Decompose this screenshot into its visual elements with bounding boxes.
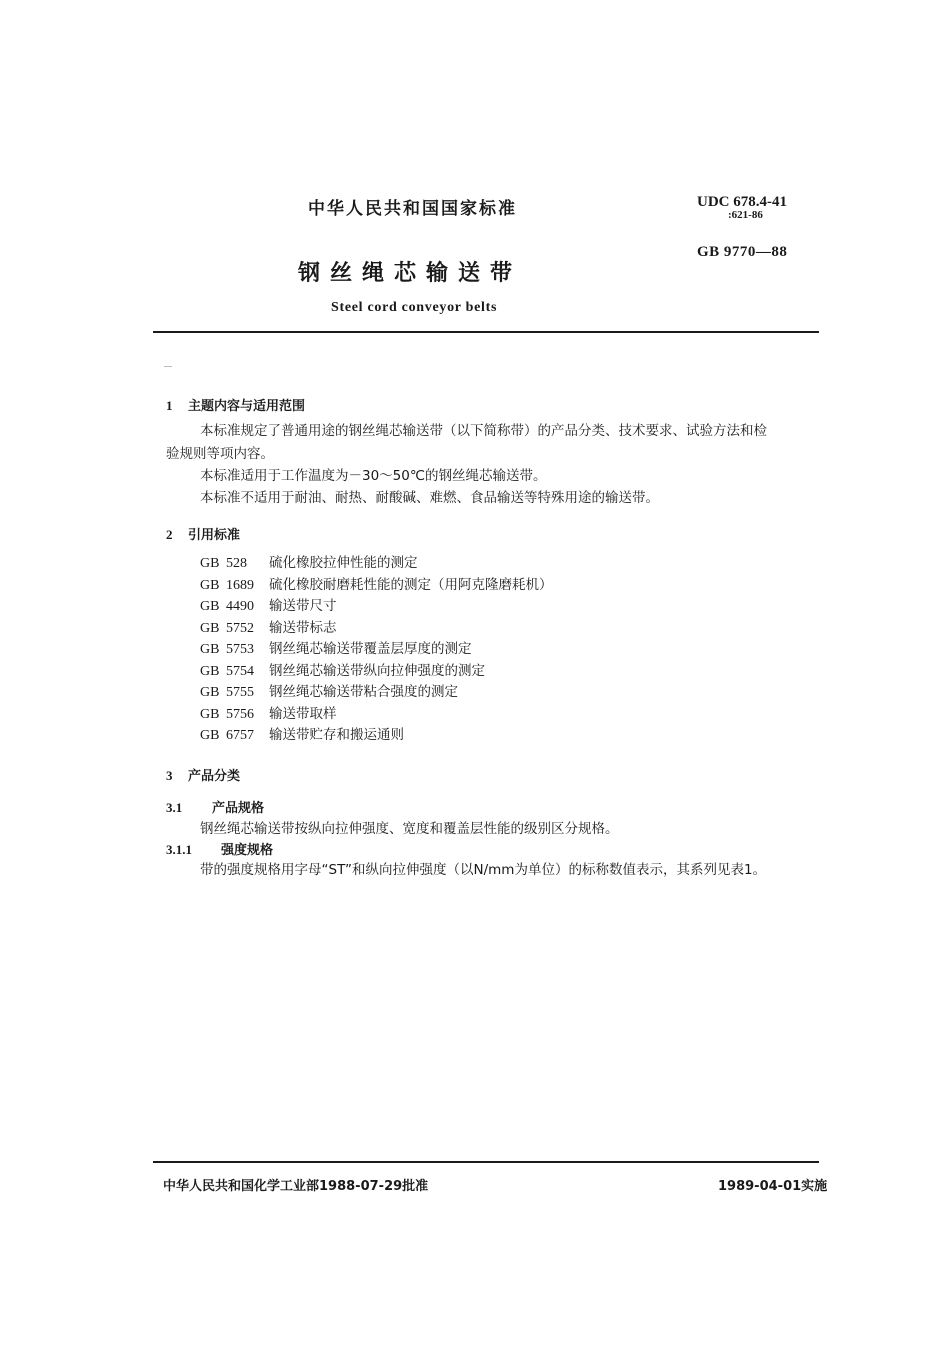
ref-prefix: GB: [200, 685, 220, 700]
referenced-standards-list: [200, 553, 553, 747]
section-2-number: 2: [166, 527, 173, 542]
effective-date: 1989-04-01实施: [718, 1179, 828, 1194]
ref-title: 输送带贮存和搬运通则: [269, 727, 404, 743]
list-item: [200, 725, 553, 747]
section-3-1-1-text: 带的强度规格用字母“ST”和纵向拉伸强度（以N/mm为单位）的标称数值表示，其系列见表1。: [200, 862, 767, 878]
ref-prefix: GB: [200, 706, 220, 722]
document-title-zh: 钢丝绳芯输送带: [298, 261, 523, 286]
ref-number: 5752: [226, 620, 254, 636]
ref-title: 硫化橡胶拉伸性能的测定: [269, 555, 418, 571]
ref-number: 5754: [226, 663, 254, 679]
section-1-para-3: 本标准不适用于耐油、耐热、耐酸碱、难燃、食品输送等特殊用途的输送带。: [200, 490, 659, 506]
section-3-1-1-title: 强度规格: [221, 843, 274, 858]
section-1-para-1-line-1: 本标准规定了普通用途的钢丝绳芯输送带（以下简称带）的产品分类、技术要求、试验方法和检: [200, 423, 767, 439]
section-1-heading: [166, 395, 305, 414]
document-title-en: Steel cord conveyor belts: [331, 300, 498, 315]
list-item: [200, 661, 553, 683]
ref-title: 硫化橡胶耐磨耗性能的测定（用阿克隆磨耗机）: [269, 576, 553, 593]
ref-prefix: GB: [200, 663, 220, 679]
approval-statement: 中华人民共和国化学工业部1988-07-29批准: [163, 1179, 429, 1194]
section-3-1-1-number: 3.1.1: [166, 842, 192, 857]
section-3-1-title: 产品规格: [212, 801, 265, 816]
ref-prefix: GB: [200, 728, 220, 743]
list-item: [200, 639, 553, 661]
ref-title: 钢丝绳芯输送带粘合强度的测定: [269, 684, 458, 700]
ref-title: 钢丝绳芯输送带纵向拉伸强度的测定: [269, 662, 485, 679]
ref-number: 5755: [226, 685, 254, 700]
ref-title: 钢丝绳芯输送带覆盖层厚度的测定: [269, 641, 472, 657]
udc-line-2: :621-86: [728, 209, 763, 221]
section-1-para-2: 本标准适用于工作温度为－30～50℃的钢丝绳芯输送带。: [200, 468, 547, 484]
udc-classification: [697, 196, 787, 222]
scan-mark: [164, 366, 172, 367]
ref-title: 输送带标志: [269, 619, 337, 636]
national-standard-label: 中华人民共和国国家标准: [308, 199, 517, 219]
list-item: [200, 682, 553, 704]
list-item: [200, 575, 553, 597]
ref-title: 输送带尺寸: [269, 598, 337, 614]
section-3-1-1-heading: [166, 839, 273, 858]
section-3-1-number: 3.1: [166, 800, 183, 815]
standard-number: GB 9770—88: [697, 244, 788, 260]
ref-number: 1689: [226, 577, 254, 593]
list-item: [200, 596, 553, 618]
ref-number: 5753: [226, 642, 254, 657]
section-3-heading: [166, 765, 240, 784]
section-1-para-1-line-2: 验规则等项内容。: [166, 446, 274, 462]
section-2-heading: [166, 524, 240, 543]
list-item: [200, 618, 553, 640]
section-3-1-heading: [166, 797, 264, 816]
list-item: [200, 553, 553, 575]
ref-prefix: GB: [200, 642, 220, 657]
ref-prefix: GB: [200, 556, 220, 571]
ref-prefix: GB: [200, 599, 220, 614]
ref-number: 5756: [226, 706, 254, 722]
section-3-number: 3: [166, 768, 173, 783]
footer-divider: [153, 1161, 819, 1163]
udc-line-1: UDC 678.4-41: [697, 194, 787, 210]
section-3-1-text: 钢丝绳芯输送带按纵向拉伸强度、宽度和覆盖层性能的级别区分规格。: [200, 821, 619, 837]
ref-number: 528: [226, 556, 247, 571]
section-1-title: 主题内容与适用范围: [188, 399, 306, 414]
list-item: [200, 704, 553, 726]
section-3-title: 产品分类: [188, 769, 241, 784]
ref-prefix: GB: [200, 620, 220, 636]
ref-prefix: GB: [200, 577, 220, 593]
ref-number: 6757: [226, 728, 254, 743]
ref-title: 输送带取样: [269, 705, 337, 722]
section-2-title: 引用标准: [188, 528, 241, 543]
section-1-number: 1: [166, 398, 173, 413]
ref-number: 4490: [226, 599, 254, 614]
header-divider: [153, 331, 819, 333]
